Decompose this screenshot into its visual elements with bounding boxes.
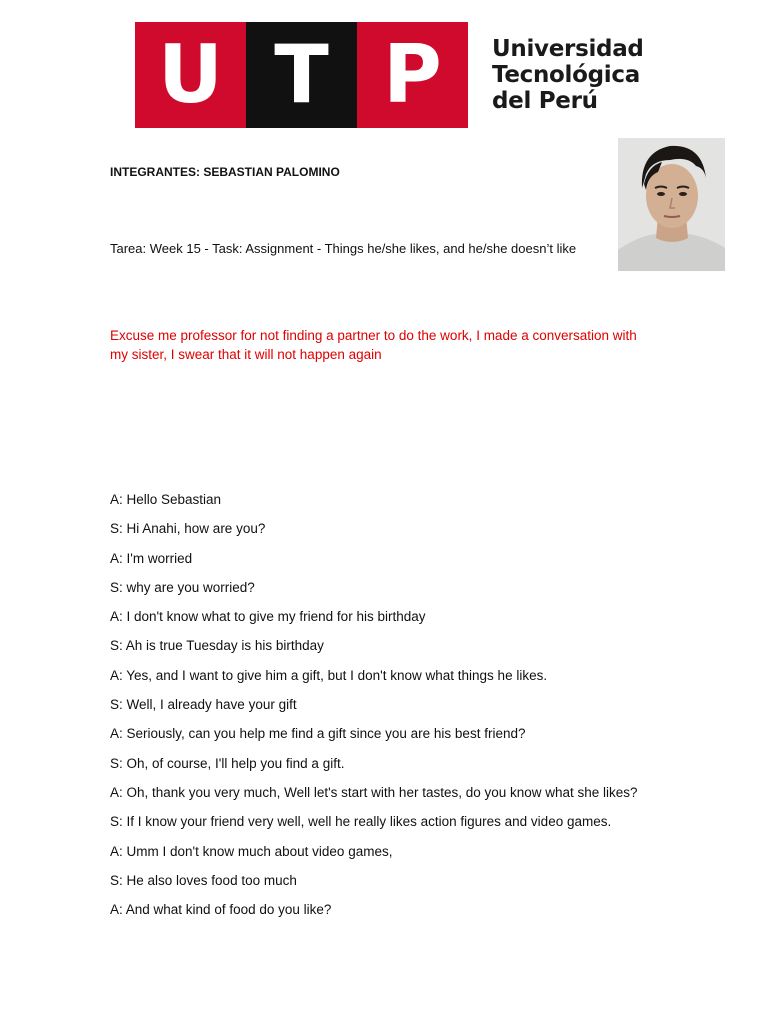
dialogue-line: A: I don't know what to give my friend for his birthday xyxy=(110,609,426,625)
dialogue-line: S: Hi Anahi, how are you? xyxy=(110,521,266,537)
university-name-line-3: del Perú xyxy=(492,88,598,114)
members-label: INTEGRANTES: SEBASTIAN PALOMINO xyxy=(110,165,340,179)
university-name-line-2: Tecnológica xyxy=(492,62,640,88)
logo-block-p xyxy=(357,22,468,128)
portrait-image xyxy=(618,138,725,271)
dialogue-line: S: If I know your friend very well, well he really likes action figures and video games. xyxy=(110,814,612,830)
university-name xyxy=(492,36,644,114)
conversation xyxy=(110,490,650,929)
dialogue-line: A: Umm I don't know much about video games, xyxy=(110,843,393,859)
dialogue-line: A: And what kind of food do you like? xyxy=(110,902,332,918)
logo-letter-u: U xyxy=(158,28,223,121)
logo-letter-p: P xyxy=(383,28,442,121)
apology-note: Excuse me professor for not finding a partner to do the work, I made a conversation with my sister, I swear that it will not happen again xyxy=(110,328,637,362)
dialogue-line: A: Seriously, can you help me find a gift since you are his best friend? xyxy=(110,726,526,742)
dialogue-line: A: Yes, and I want to give him a gift, but I don't know what things he likes. xyxy=(110,667,548,683)
logo-letter-t: T xyxy=(274,28,329,121)
logo-block-u xyxy=(135,22,246,128)
dialogue-line: A: I'm worried xyxy=(110,550,193,566)
utp-logo xyxy=(135,22,468,128)
logo-block-t xyxy=(246,22,357,128)
dialogue-line: S: Oh, of course, I'll help you find a gift. xyxy=(110,755,345,771)
dialogue-line: S: He also loves food too much xyxy=(110,872,297,888)
dialogue-line: S: why are you worried? xyxy=(110,579,255,595)
dialogue-line: S: Well, I already have your gift xyxy=(110,697,297,713)
dialogue-line: S: Ah is true Tuesday is his birthday xyxy=(110,638,324,654)
dialogue-line: A: Hello Sebastian xyxy=(110,492,222,507)
university-name-line-1: Universidad xyxy=(492,36,644,62)
task-title: Tarea: Week 15 - Task: Assignment - Things he/she likes, and he/she doesn’t like xyxy=(110,241,577,256)
student-photo xyxy=(618,138,725,271)
dialogue-line: A: Oh, thank you very much, Well let's start with her tastes, do you know what she likes? xyxy=(110,784,638,800)
